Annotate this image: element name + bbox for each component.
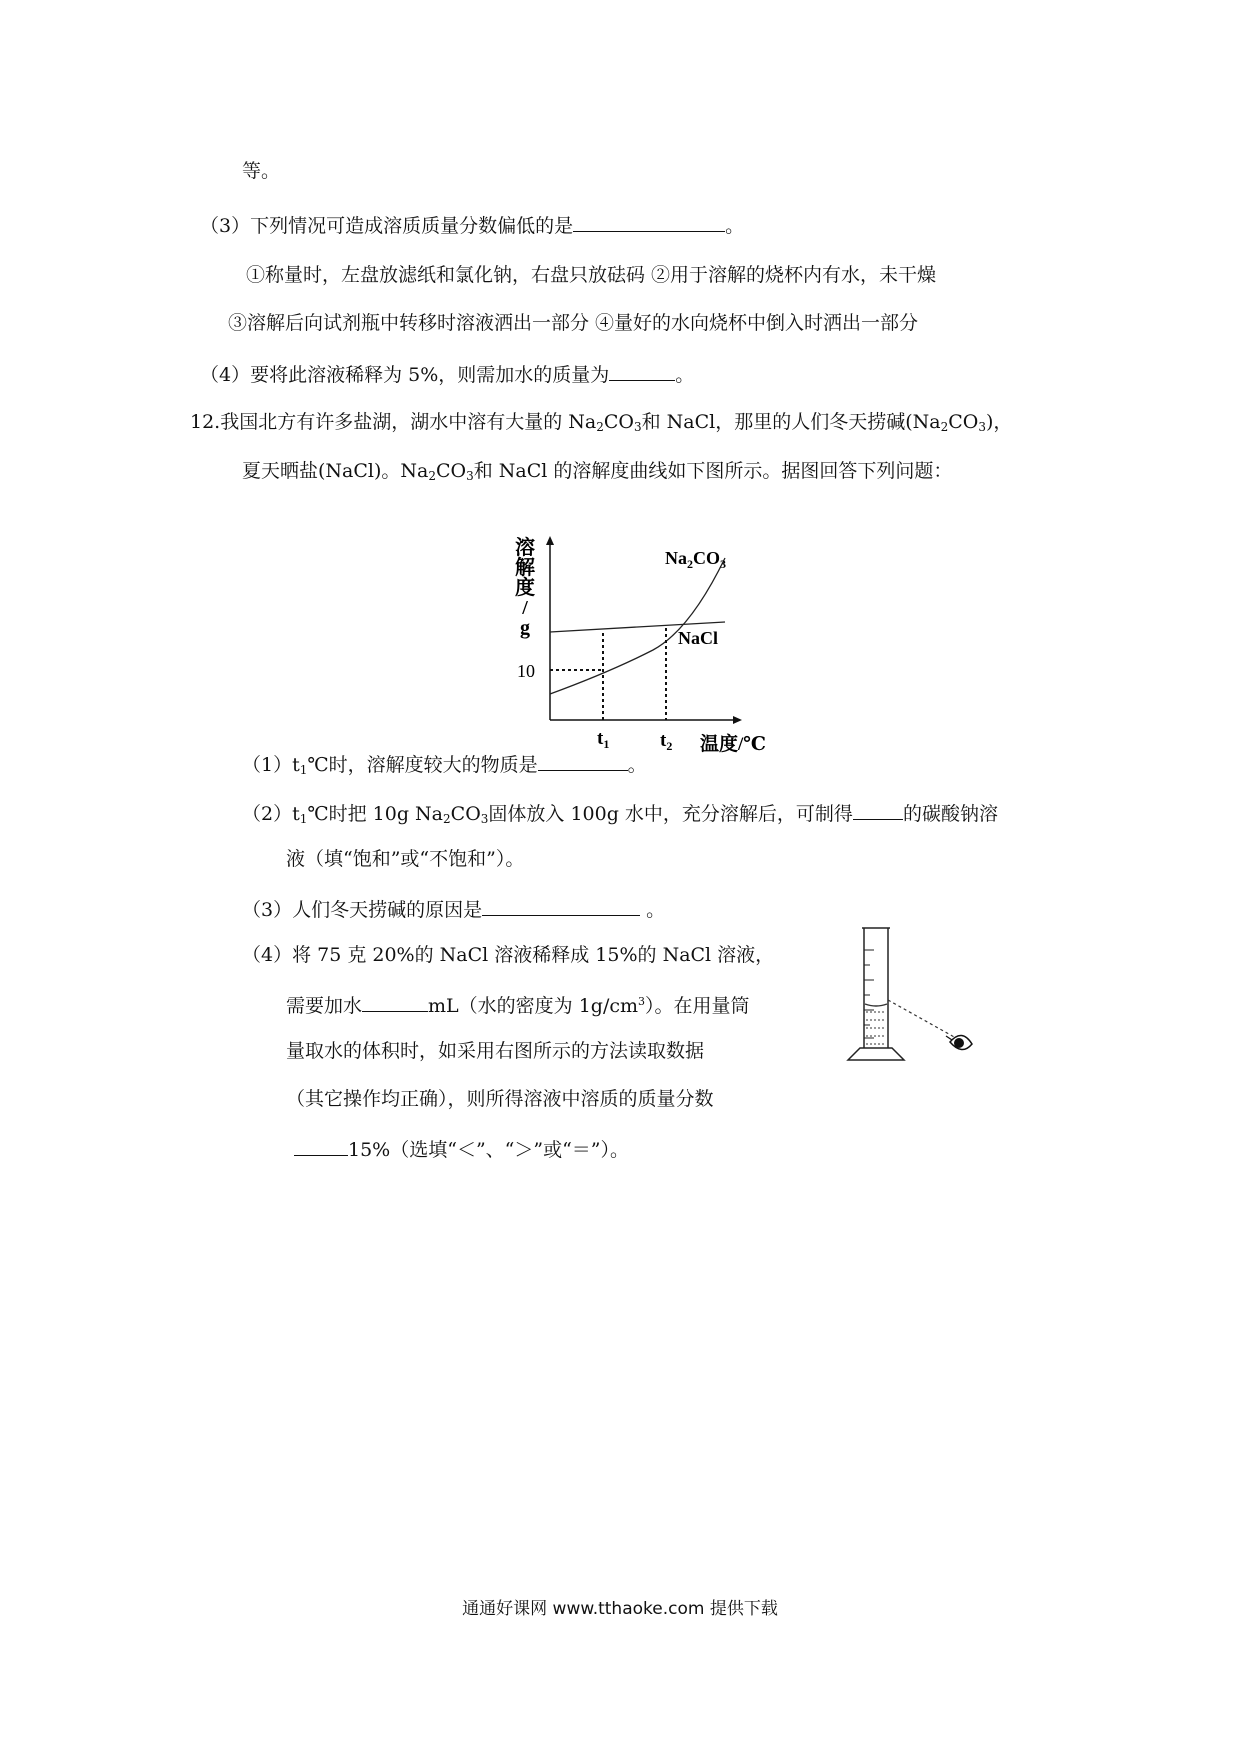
page-footer: 通通好课网 www.tthaoke.com 提供下载 [462, 1599, 778, 1619]
q12-sub-3: （3）人们冬天捞碱的原因是 。 [242, 899, 666, 921]
y-title-char: 度 [515, 577, 535, 599]
option-line-2: ③溶解后向试剂瓶中转移时溶液洒出一部分 ④量好的水向烧杯中倒入时洒出一部分 [228, 312, 919, 334]
q12-sub-4-line-2: 需要加水 mL（水的密度为 $1g/cm^3$）。在用量筒 [286, 995, 750, 1017]
y-title-char: g [520, 617, 530, 639]
question-4: （4）要将此溶液稀释为 5%，则需加水的质量为 。 [200, 364, 695, 386]
y-title-char: 溶 [515, 537, 535, 559]
answer-blank-q4[interactable] [609, 363, 675, 381]
answer-blank-12-2[interactable] [853, 802, 903, 820]
q12-sub-4: （4）将 75 克 20%的 NaCl 溶液稀释成 15%的 NaCl 溶液， [242, 944, 775, 966]
tick-label-t1: $t_1$ [597, 728, 610, 751]
q12-sub-2-cont: 液（填“饱和”或“不饱和”）。 [286, 848, 525, 870]
q12-intro-line-2: 夏天晒盐(NaCl)。$Na_2CO_3$和 NaCl 的溶解度曲线如下图所示。据图回答下列问题： [242, 460, 953, 483]
series-na2co3-curve [550, 558, 725, 694]
tick-label-t2: $t_2$ [660, 730, 673, 753]
text-line-1: 等。 [242, 160, 281, 182]
y-axis-arrow [546, 536, 554, 545]
series-label-na2co3: $Na_2CO_3$ [665, 548, 726, 571]
answer-blank-12-4a[interactable] [362, 994, 428, 1012]
y-title-char: 解 [515, 557, 535, 579]
q12-sub-1: $(1)t_1℃$时，溶解度较大的物质是 。 [242, 754, 647, 777]
x-axis-arrow [733, 716, 742, 724]
q12-intro-line-1: 12.我国北方有许多盐湖，湖水中溶有大量的 $Na_2CO_3$和 NaCl，那里的人们冬天捞碱$(Na_2CO_3)$， [190, 411, 1013, 434]
eye-icon [946, 1035, 972, 1049]
cylinder-scale [864, 950, 874, 1038]
answer-blank-12-3[interactable] [482, 898, 640, 916]
q12-sub-2: $(2)t_1℃$时把 10g $Na_2CO_3$固体放入 100g 水中，充分溶解后，可制得 的碳酸钠溶 [242, 803, 998, 826]
option-line-1: ①称量时，左盘放滤纸和氯化钠，右盘只放砝码 ②用于溶解的烧杯内有水，未干燥 [246, 264, 937, 286]
q12-sub-4-line-3: 量取水的体积时，如采用右图所示的方法读取数据 [286, 1040, 705, 1062]
q12-sub-4-line-4: （其它操作均正确），则所得溶液中溶质的质量分数 [286, 1088, 714, 1110]
y-axis-title [515, 535, 536, 639]
answer-blank-q3[interactable] [573, 214, 725, 232]
tick-label-10: 10 [517, 661, 535, 681]
answer-blank-12-4b[interactable] [294, 1138, 348, 1156]
answer-blank-12-1[interactable] [538, 753, 628, 771]
x-axis-title: 温度/℃ [700, 734, 767, 755]
question-3: （3）下列情况可造成溶质质量分数偏低的是 。 [200, 215, 745, 237]
sight-line [888, 1000, 956, 1038]
cylinder-base [848, 1048, 904, 1060]
solubility-chart [500, 532, 800, 762]
y-title-char: / [522, 597, 528, 619]
q12-sub-4-line-5: 15%（选填“＜”、“＞”或“＝”）。 [294, 1138, 629, 1160]
graduated-cylinder-illustration [838, 920, 988, 1070]
series-label-nacl: NaCl [678, 628, 718, 648]
